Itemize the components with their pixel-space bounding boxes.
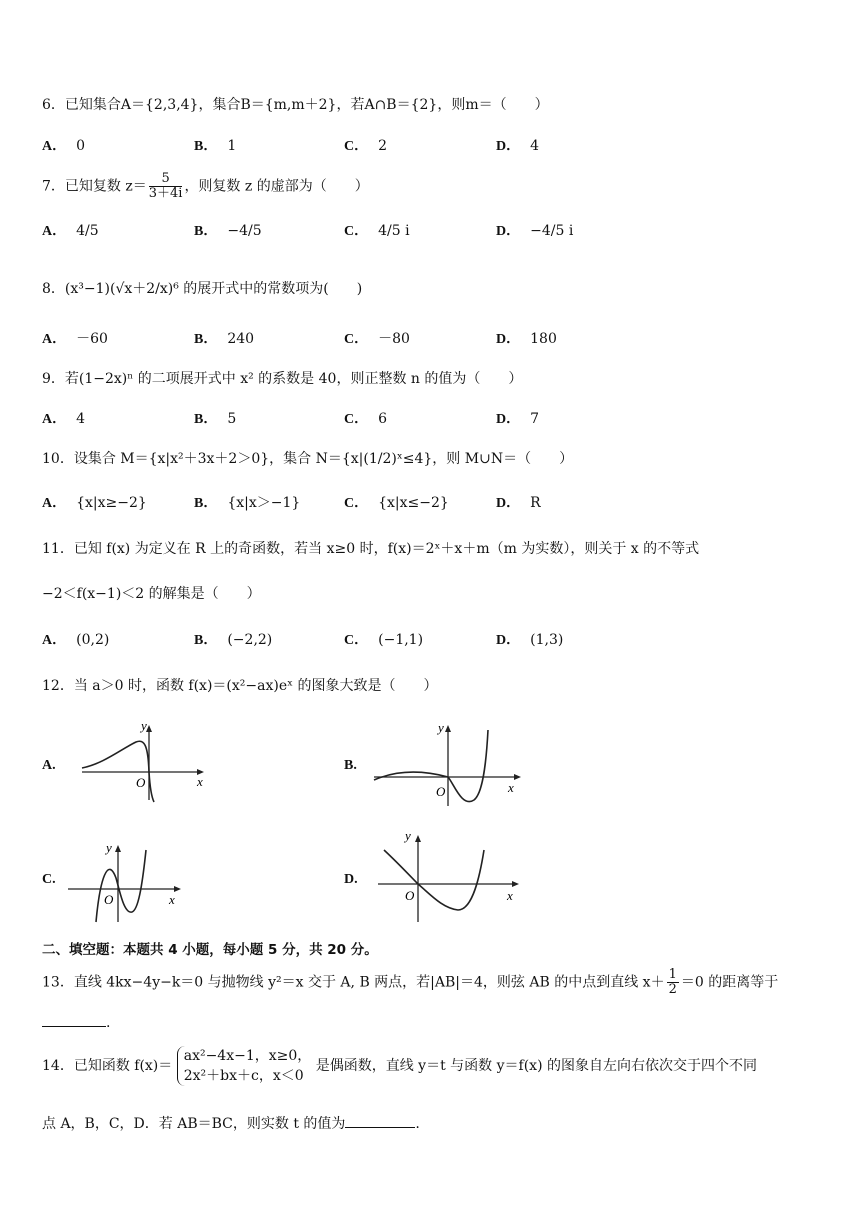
origin-label: O (436, 784, 446, 799)
graph-option-b[interactable] (372, 718, 524, 808)
question-10-options (42, 492, 842, 514)
question-13-answer-line: . (42, 1012, 110, 1034)
option-b-label[interactable]: B. (344, 758, 357, 773)
option-a[interactable]: A． 0 (42, 138, 86, 154)
option-c[interactable]: C． 6 (344, 411, 388, 427)
option-b[interactable]: B． {x|x＞−1} (194, 495, 301, 511)
option-d[interactable]: D． R (496, 495, 541, 511)
option-a[interactable]: A． {x|x≥−2} (42, 495, 147, 511)
option-c[interactable]: C． 4/5 i (344, 223, 410, 239)
answer-blank[interactable] (345, 1113, 415, 1128)
x-axis-label: x (169, 892, 175, 907)
question-7-stem: 7．已知复数 z＝ $\frac{5}{3+4i}$ ，则复数 z 的虚部为（ ） (42, 171, 369, 201)
option-d[interactable]: D． 7 (496, 411, 540, 427)
y-axis-label: y (438, 720, 444, 735)
question-6-options (42, 135, 842, 157)
option-b[interactable]: B． −4/5 (194, 223, 262, 239)
question-8-stem: 8．(x³−1)(√x＋2/x)⁶ 的展开式中的常数项为( ) (42, 281, 363, 297)
option-c[interactable]: C． 2 (344, 138, 388, 154)
option-c[interactable]: C． －80 (344, 331, 410, 347)
option-a[interactable]: A． －60 (42, 331, 108, 347)
section-heading: 二、填空题：本题共 4 小题，每小题 5 分，共 20 分。 (42, 942, 378, 958)
option-d[interactable]: D． 4 (496, 138, 540, 154)
option-c[interactable]: C． {x|x≤−2} (344, 495, 449, 511)
x-axis-label: x (197, 774, 203, 789)
option-d[interactable]: D． (1,3) (496, 632, 564, 648)
origin-label: O (405, 888, 415, 903)
question-14-line2: 点 A，B，C，D．若 AB＝BC，则实数 t 的值为 . (42, 1113, 420, 1135)
option-c[interactable]: C． (−1,1) (344, 632, 424, 648)
question-11-options (42, 629, 842, 651)
origin-label: O (136, 775, 146, 790)
graph-option-a[interactable] (78, 718, 208, 803)
option-a-label[interactable]: A. (42, 758, 56, 773)
question-8-options (42, 328, 842, 350)
question-13-stem: 13．直线 4kx−4y−k＝0 与抛物线 y²＝x 交于 A, B 两点，若|AB|＝4，则弦 AB 的中点到直线 x＋ $\frac{1}{2}$ ＝0 的距离等于 (42, 967, 779, 997)
option-d[interactable]: D． −4/5 i (496, 223, 574, 239)
option-d-label[interactable]: D. (344, 872, 358, 887)
question-12-stem: 12．当 a＞0 时，函数 f(x)＝(x²−ax)eˣ 的图象大致是（ ） (42, 678, 438, 694)
option-a[interactable]: A． 4 (42, 411, 86, 427)
piecewise-cases: ax²−4x−1，x≥0， 2x²＋bx＋c，x＜0 (177, 1046, 312, 1086)
option-b[interactable]: B． 5 (194, 411, 237, 427)
question-11-stem-line1: 11．已知 f(x) 为定义在 R 上的奇函数，若当 x≥0 时，f(x)＝2ˣ＋x＋m（m 为实数），则关于 x 的不等式 (42, 541, 700, 557)
answer-blank[interactable] (42, 1012, 106, 1027)
option-c-label[interactable]: C. (42, 872, 56, 887)
option-d[interactable]: D． 180 (496, 331, 557, 347)
y-axis-label: y (141, 718, 147, 733)
question-11-stem-line2: −2＜f(x−1)＜2 的解集是（ ） (42, 586, 261, 602)
question-9-stem: 9．若(1−2x)ⁿ 的二项展开式中 x² 的系数是 40，则正整数 n 的值为（ ） (42, 371, 523, 387)
graph-option-c[interactable] (66, 838, 184, 924)
option-a[interactable]: A． 4/5 (42, 223, 99, 239)
question-10-stem: 10．设集合 M＝{x|x²＋3x＋2＞0}，集合 N＝{x|(1/2)ˣ≤4}，则 M∪N＝（ ） (42, 451, 574, 467)
origin-label: O (104, 892, 114, 907)
option-a[interactable]: A． (0,2) (42, 632, 110, 648)
question-7-options (42, 220, 842, 242)
y-axis-label: y (405, 828, 411, 843)
x-axis-label: x (508, 780, 514, 795)
option-b[interactable]: B． (−2,2) (194, 632, 273, 648)
option-b[interactable]: B． 1 (194, 138, 237, 154)
graph-option-d[interactable] (374, 828, 522, 924)
x-axis-label: x (507, 888, 513, 903)
question-9-options (42, 408, 842, 430)
question-6-stem: 6．已知集合A＝{2,3,4}，集合B＝{m,m＋2}，若A∩B＝{2}，则m＝（ ） (42, 97, 549, 113)
question-14-stem: 14．已知函数 f(x)＝ ax²−4x−1，x≥0， 2x²＋bx＋c，x＜0 是偶函数，直线 y＝t 与函数 y＝f(x) 的图象自左向右依次交于四个不同 (42, 1048, 757, 1084)
y-axis-label: y (106, 840, 112, 855)
option-b[interactable]: B． 240 (194, 331, 255, 347)
